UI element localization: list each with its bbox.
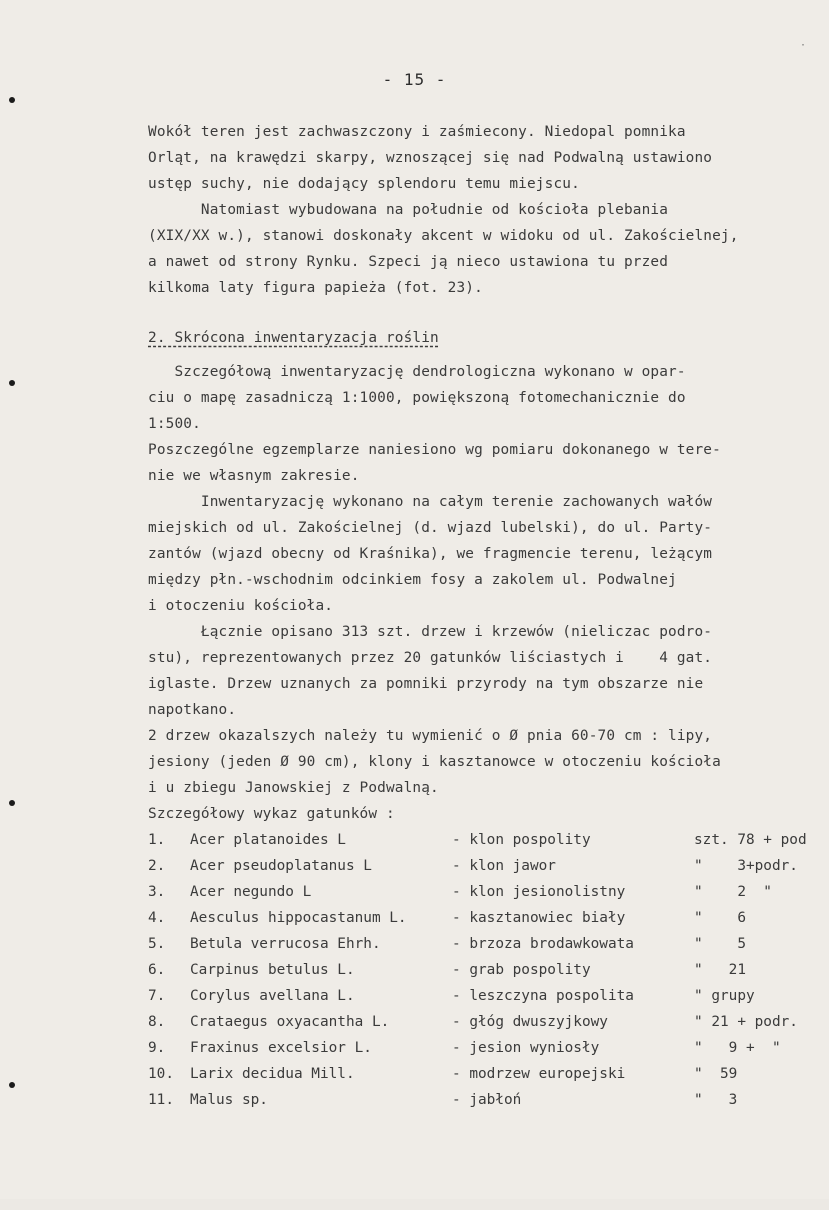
punch-hole — [9, 380, 15, 386]
species-polish-name: - brzoza brodawkowata — [452, 936, 634, 952]
text-line: i otoczeniu kościoła. — [148, 598, 334, 614]
species-latin-name: Corylus avellana L. — [190, 988, 355, 1004]
punch-hole — [9, 800, 15, 806]
species-polish-name: - grab pospolity — [452, 962, 591, 978]
species-number: 11. — [148, 1092, 174, 1108]
page-number: - 15 - — [382, 70, 447, 89]
species-number: 6. — [148, 962, 166, 978]
text-line: iglaste. Drzew uznanych za pomniki przyrody na tym obszarze nie — [148, 676, 704, 692]
species-latin-name: Aesculus hippocastanum L. — [190, 910, 407, 926]
text-line: ustęp suchy, nie dodający splendoru temu miejscu. — [148, 176, 580, 192]
species-polish-name: - głóg dwuszyjkowy — [452, 1014, 608, 1030]
text-line: zantów (wjazd obecny od Kraśnika), we fragmencie terenu, leżącym — [148, 546, 713, 562]
species-latin-name: Acer platanoides L — [190, 832, 346, 848]
species-quantity: " 59 — [694, 1066, 738, 1082]
species-latin-name: Larix decidua Mill. — [190, 1066, 355, 1082]
species-number: 10. — [148, 1066, 174, 1082]
species-polish-name: - jabłoń — [452, 1092, 522, 1108]
species-quantity: " 21 + podr. — [694, 1014, 798, 1030]
species-polish-name: - jesion wyniosły — [452, 1040, 600, 1056]
species-quantity: " grupy — [694, 988, 755, 1004]
text-line: (XIX/XX w.), stanowi doskonały akcent w widoku od ul. Zakościelnej, — [148, 228, 739, 244]
species-number: 8. — [148, 1014, 166, 1030]
species-latin-name: Fraxinus excelsior L. — [190, 1040, 372, 1056]
text-line: Poszczególne egzemplarze naniesiono wg pomiaru dokonanego w tere- — [148, 442, 721, 458]
species-quantity: " 21 — [694, 962, 746, 978]
text-line: jesiony (jeden Ø 90 cm), klony i kasztanowce w otoczeniu kościoła — [148, 754, 721, 770]
species-number: 4. — [148, 910, 166, 926]
species-number: 9. — [148, 1040, 166, 1056]
species-row — [0, 830, 829, 852]
paper-mark: · — [800, 40, 807, 51]
species-quantity: " 3+podr. — [694, 858, 798, 874]
species-number: 7. — [148, 988, 166, 1004]
species-quantity: " 2 " — [694, 884, 772, 900]
text-line: napotkano. — [148, 702, 237, 718]
species-latin-name: Carpinus betulus L. — [190, 962, 355, 978]
species-row — [0, 882, 829, 904]
species-row — [0, 986, 829, 1008]
text-line: Natomiast wybudowana na południe od kościoła plebania — [148, 202, 669, 218]
species-latin-name: Betula verrucosa Ehrh. — [190, 936, 381, 952]
species-polish-name: - klon jesionolistny — [452, 884, 626, 900]
text-line: Wokół teren jest zachwaszczony i zaśmiecony. Niedopal pomnika — [148, 124, 686, 140]
species-row — [0, 934, 829, 956]
text-line: między płn.-wschodnim odcinkiem fosy a zakolem ul. Podwalnej — [148, 572, 677, 588]
species-polish-name: - klon jawor — [452, 858, 556, 874]
species-row — [0, 1064, 829, 1086]
species-polish-name: - leszczyna pospolita — [452, 988, 634, 1004]
species-row — [0, 1038, 829, 1060]
text-line: Inwentaryzację wykonano na całym terenie zachowanych wałów — [148, 494, 713, 510]
species-polish-name: - klon pospolity — [452, 832, 591, 848]
species-latin-name: Acer negundo L — [190, 884, 312, 900]
species-row — [0, 1012, 829, 1034]
text-line: Orląt, na krawędzi skarpy, wznoszącej się nad Podwalną ustawiono — [148, 150, 713, 166]
species-quantity: " 3 — [694, 1092, 738, 1108]
species-number: 2. — [148, 858, 166, 874]
species-latin-name: Acer pseudoplatanus L — [190, 858, 372, 874]
text-line: nie we własnym zakresie. — [148, 468, 360, 484]
text-line: Szczegółowy wykaz gatunków : — [148, 806, 395, 822]
text-line: Łącznie opisano 313 szt. drzew i krzewów (nieliczac podro- — [148, 624, 713, 640]
species-row — [0, 1090, 829, 1112]
text-line: miejskich od ul. Zakościelnej (d. wjazd lubelski), do ul. Party- — [148, 520, 713, 536]
species-quantity: szt. 78 + pod — [694, 832, 807, 848]
punch-hole — [9, 97, 15, 103]
species-latin-name: Crataegus oxyacantha L. — [190, 1014, 390, 1030]
species-number: 1. — [148, 832, 166, 848]
text-line: stu), reprezentowanych przez 20 gatunków liściastych i 4 gat. — [148, 650, 713, 666]
text-line: 2 drzew okazalszych należy tu wymienić o Ø pnia 60-70 cm : lipy, — [148, 728, 713, 744]
text-line: kilkoma laty figura papieża (fot. 23). — [148, 280, 483, 296]
species-row — [0, 960, 829, 982]
text-line: i u zbiegu Janowskiej z Podwalną. — [148, 780, 439, 796]
species-number: 3. — [148, 884, 166, 900]
species-quantity: " 5 — [694, 936, 746, 952]
species-row — [0, 856, 829, 878]
species-quantity: " 6 — [694, 910, 746, 926]
species-quantity: " 9 + " — [694, 1040, 781, 1056]
text-line: a nawet od strony Rynku. Szpeci ją nieco ustawiona tu przed — [148, 254, 669, 270]
species-polish-name: - modrzew europejski — [452, 1066, 626, 1082]
species-number: 5. — [148, 936, 166, 952]
species-latin-name: Malus sp. — [190, 1092, 268, 1108]
section-heading: 2. Skrócona inwentaryzacja roślin — [148, 330, 439, 346]
text-line: 1:500. — [148, 416, 201, 432]
text-line: Szczegółową inwentaryzację dendrologiczna wykonano w opar- — [148, 364, 686, 380]
species-row — [0, 908, 829, 930]
text-line: ciu o mapę zasadniczą 1:1000, powiększoną fotomechanicznie do — [148, 390, 686, 406]
species-polish-name: - kasztanowiec biały — [452, 910, 626, 926]
